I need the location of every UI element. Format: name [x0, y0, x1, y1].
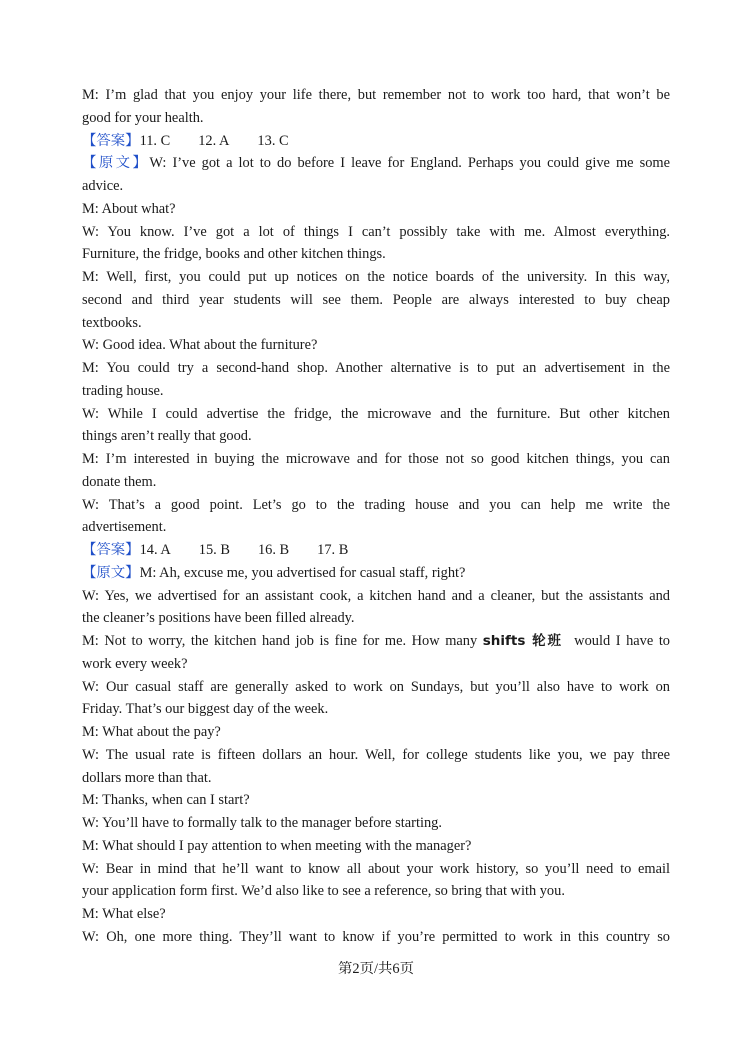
text-line: W: That’s a good point. Let’s go to the trading house and you can help me write the	[82, 496, 670, 513]
text-span: would I have to	[574, 633, 671, 649]
text-line: the cleaner’s positions have been filled already.	[82, 610, 355, 627]
text-line: Furniture, the fridge, books and other kitchen things.	[82, 246, 386, 263]
text-line: good for your health.	[82, 109, 204, 126]
text-span: M: Not to worry, the kitchen hand job is fine for me. How many	[82, 633, 483, 649]
answer-item: 12. A	[198, 132, 230, 149]
text-line: M: I’m glad that you enjoy your life there, but remember not to work too hard, that won’t be	[82, 87, 670, 103]
text-line: things aren’t really that good.	[82, 428, 252, 445]
answer-item: 15. B	[198, 542, 230, 558]
answer-line	[82, 130, 670, 153]
text-line: W: You know. I’ve got a lot of things I can’t possibly take with me. Almost everything.	[82, 223, 670, 240]
text-line	[82, 152, 670, 175]
answer-label: 【答案】	[82, 132, 140, 149]
text-line: M: About what?	[82, 200, 176, 217]
text-span: M: Ah, excuse me, you advertised for casual staff, right?	[139, 564, 466, 581]
text-line: advertisement.	[82, 519, 167, 536]
text-line: your application form first. We’d also like to see a reference, so bring that with you.	[82, 883, 565, 900]
answer-line	[82, 539, 670, 562]
text-line: textbooks.	[82, 314, 142, 331]
text-line: dollars more than that.	[82, 769, 212, 786]
text-line	[82, 630, 670, 653]
text-line: trading house.	[82, 382, 164, 399]
text-line: second and third year students will see them. People are always interested to buy cheap	[82, 291, 670, 308]
text-line: M: What else?	[82, 906, 166, 922]
text-line: M: Thanks, when can I start?	[82, 792, 250, 809]
glossary-term: shifts 轮班	[482, 633, 564, 649]
text-line: W: Our casual staff are generally asked to work on Sundays, but you’ll also have to work on	[82, 678, 670, 695]
text-line	[82, 562, 670, 585]
answer-item: 13. C	[257, 132, 289, 149]
answer-item: 11. C	[139, 132, 171, 149]
text-line: W: Oh, one more thing. They’ll want to know if you’re permitted to work in this country so	[82, 928, 670, 945]
answer-label: 【答案】	[82, 542, 140, 558]
text-line: advice.	[82, 178, 124, 194]
text-line: M: Well, first, you could put up notices on the notice boards of the university. In this way,	[82, 269, 670, 285]
text-line: Friday. That’s our biggest day of the week.	[82, 701, 329, 718]
text-line: W: While I could advertise the fridge, the microwave and the furniture. But other kitchen	[82, 405, 670, 422]
text-line: W: The usual rate is fifteen dollars an hour. Well, for college students like you, we pay three	[82, 746, 670, 763]
answer-item: 16. B	[257, 542, 290, 558]
text-line: M: What should I pay attention to when meeting with the manager?	[82, 837, 472, 854]
text-line: M: What about the pay?	[82, 724, 221, 740]
answer-item: 14. A	[139, 542, 171, 558]
answer-item: 17. B	[317, 542, 349, 558]
text-line: M: I’m interested in buying the microwave and for those not so good kitchen things, you can	[82, 451, 670, 467]
text-line: W: Bear in mind that he’ll want to know all about your work history, so you’ll need to email	[82, 860, 670, 877]
text-span: W: I’ve got a lot to do before I leave for England. Perhaps you could give me some	[149, 155, 670, 172]
text-line: W: Yes, we advertised for an assistant cook, a kitchen hand and a cleaner, but the assistants and	[82, 587, 670, 604]
text-line: work every week?	[82, 655, 188, 672]
text-line: W: Good idea. What about the furniture?	[82, 337, 318, 354]
page-footer: 第2页/共6页	[338, 961, 414, 977]
text-line: donate them.	[82, 473, 157, 490]
text-line: M: You could try a second-hand shop. Another alternative is to put an advertisement in the	[82, 360, 670, 376]
original-label: 【原文】	[82, 564, 140, 581]
original-label: 【原文】	[82, 155, 150, 172]
text-line: W: You’ll have to formally talk to the manager before starting.	[82, 815, 442, 831]
